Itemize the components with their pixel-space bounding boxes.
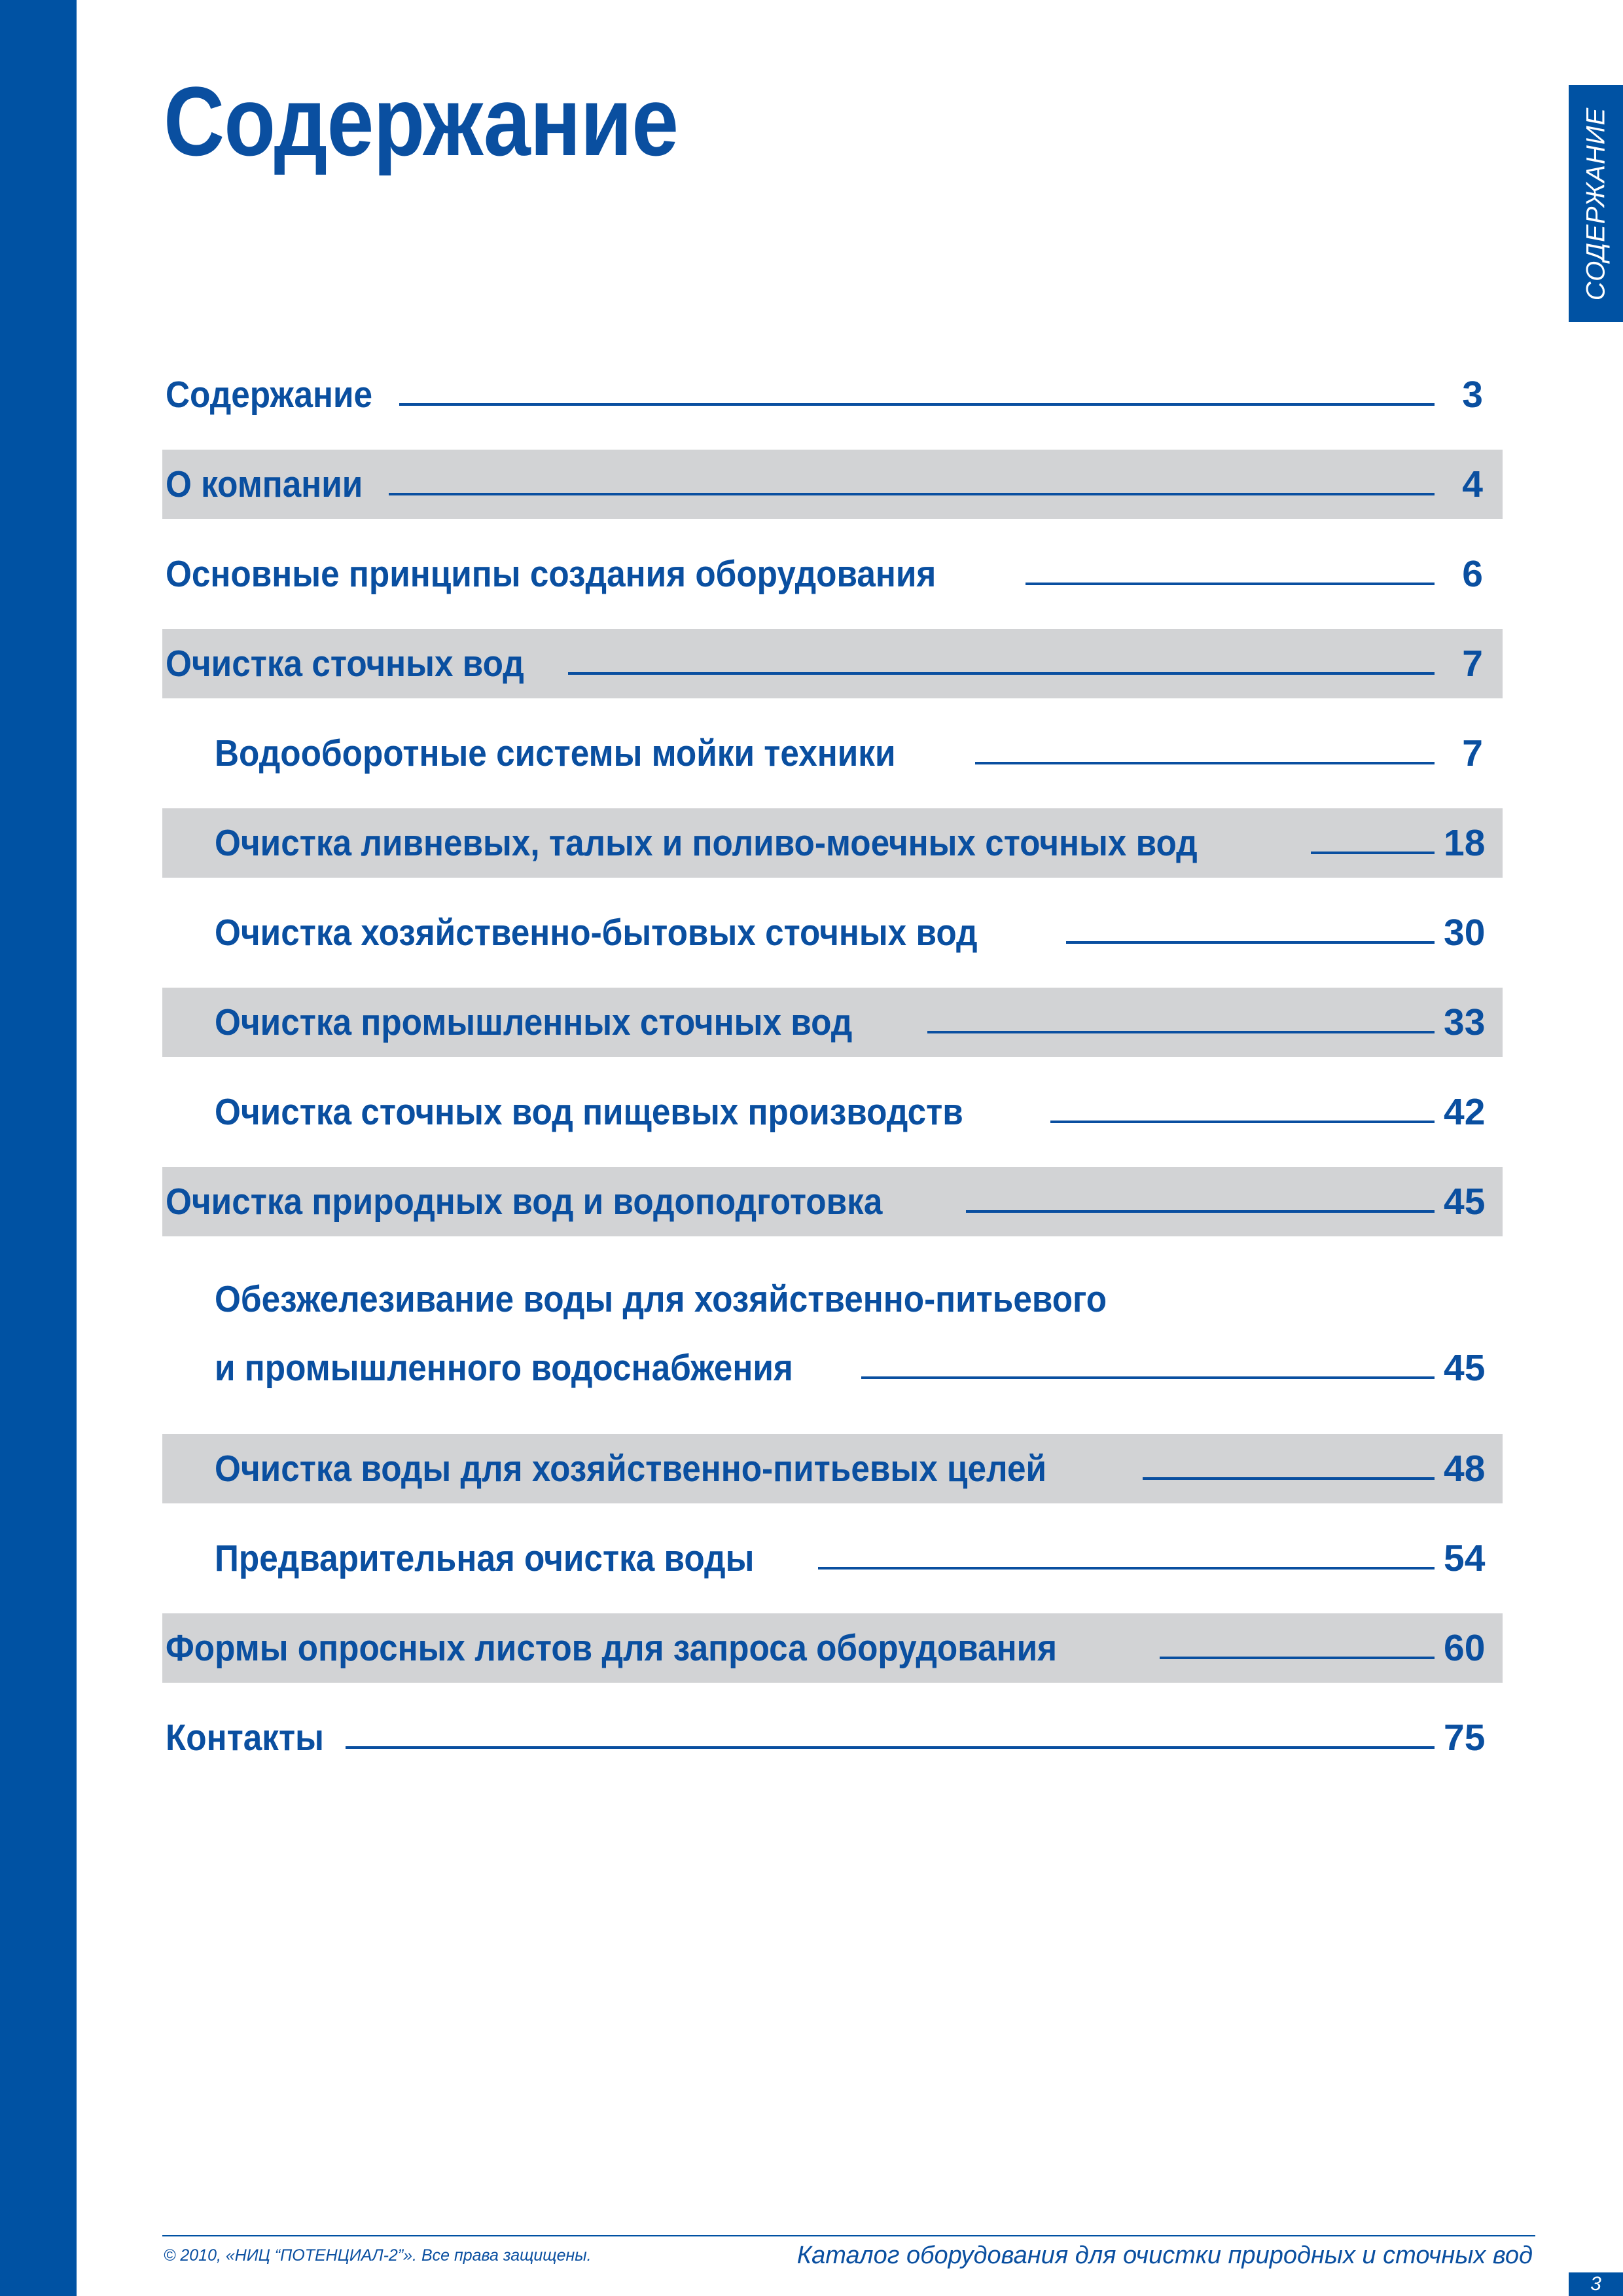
toc-entry-label: Очистка воды для хозяйственно-питьевых целей [215,1448,1047,1490]
toc-subentry-storm-water[interactable] [162,808,1503,878]
toc-page-number: 33 [1444,1001,1486,1043]
toc-subentry-food-industry[interactable] [162,1077,1503,1147]
footer-catalog-title: Каталог оборудования для очистки природных и сточных вод [796,2242,1533,2269]
toc-leader-line [389,493,1435,495]
toc-leader-line [346,1746,1435,1749]
toc-leader-line [1311,852,1435,854]
toc-entry-contacts[interactable] [162,1703,1503,1772]
toc-page-number: 3 [1462,374,1483,416]
toc-leader-line [1143,1477,1435,1480]
table-of-contents [162,360,1503,1793]
toc-leader-line [1050,1121,1435,1123]
toc-page-number: 45 [1444,1347,1486,1389]
toc-subentry-pretreatment[interactable] [162,1524,1503,1593]
toc-leader-line [399,403,1435,406]
toc-subentry-drinking-water[interactable] [162,1434,1503,1503]
toc-page-number: 75 [1444,1717,1486,1759]
toc-entry-label-line1: Обезжелезивание воды для хозяйственно-питьевого [215,1278,1107,1320]
toc-subentry-iron-removal[interactable] [162,1257,1503,1414]
toc-entry-natural-water[interactable] [162,1167,1503,1236]
toc-entry-label: Очистка хозяйственно-бытовых сточных вод [215,912,978,954]
toc-page-number: 4 [1462,463,1483,505]
toc-page-number: 7 [1462,643,1483,685]
toc-entry-label: Основные принципы создания оборудования [166,553,936,595]
footer-copyright: © 2010, «НИЦ “ПОТЕНЦИАЛ-2”». Все права защищены. [164,2246,592,2265]
toc-page-number: 54 [1444,1537,1486,1579]
toc-page-number: 7 [1462,732,1483,774]
toc-entry-label: О компании [166,463,363,505]
toc-page-number: 48 [1444,1448,1486,1490]
side-section-tab[interactable] [1569,85,1623,322]
toc-entry-questionnaires[interactable] [162,1613,1503,1683]
side-section-tab-label: СОДЕРЖАНИЕ [1581,107,1610,300]
page-title: Содержание [164,66,679,176]
toc-leader-line [927,1031,1435,1033]
toc-leader-line [861,1376,1435,1379]
toc-leader-line [818,1567,1435,1570]
footer-page-number: 3 [1569,2272,1623,2296]
toc-entry-label-line2: и промышленного водоснабжения [215,1347,793,1389]
toc-entry-contents[interactable] [162,360,1503,429]
toc-entry-label: Контакты [166,1717,324,1759]
toc-entry-label: Очистка промышленных сточных вод [215,1001,853,1043]
toc-page-number: 18 [1444,822,1486,864]
toc-entry-about[interactable] [162,450,1503,519]
toc-entry-label: Формы опросных листов для запроса оборудования [166,1627,1058,1669]
left-color-bar [0,0,77,2296]
toc-subentry-vehicle-wash[interactable] [162,719,1503,788]
toc-page-number: 6 [1462,553,1483,595]
toc-entry-label: Очистка сточных вод пищевых производств [215,1091,963,1133]
toc-entry-label: Предварительная очистка воды [215,1537,755,1579]
toc-entry-label: Очистка природных вод и водоподготовка [166,1181,883,1223]
toc-subentry-industrial[interactable] [162,988,1503,1057]
toc-subentry-domestic[interactable] [162,898,1503,967]
toc-leader-line [1160,1657,1435,1659]
toc-entry-label: Содержание [166,374,373,416]
toc-page-number: 60 [1444,1627,1486,1669]
toc-entry-principles[interactable] [162,539,1503,609]
toc-page-number: 45 [1444,1181,1486,1223]
toc-page-number: 42 [1444,1091,1486,1133]
toc-leader-line [568,672,1435,675]
toc-page-number: 30 [1444,912,1486,954]
toc-leader-line [975,762,1435,764]
toc-leader-line [1026,583,1435,585]
toc-entry-wastewater[interactable] [162,629,1503,698]
toc-entry-label: Водооборотные системы мойки техники [215,732,896,774]
toc-entry-label: Очистка сточных вод [166,643,524,685]
toc-entry-label: Очистка ливневых, талых и поливо-моечных сточных вод [215,822,1198,864]
toc-leader-line [966,1210,1435,1213]
footer-divider [162,2235,1535,2236]
toc-leader-line [1066,941,1435,944]
